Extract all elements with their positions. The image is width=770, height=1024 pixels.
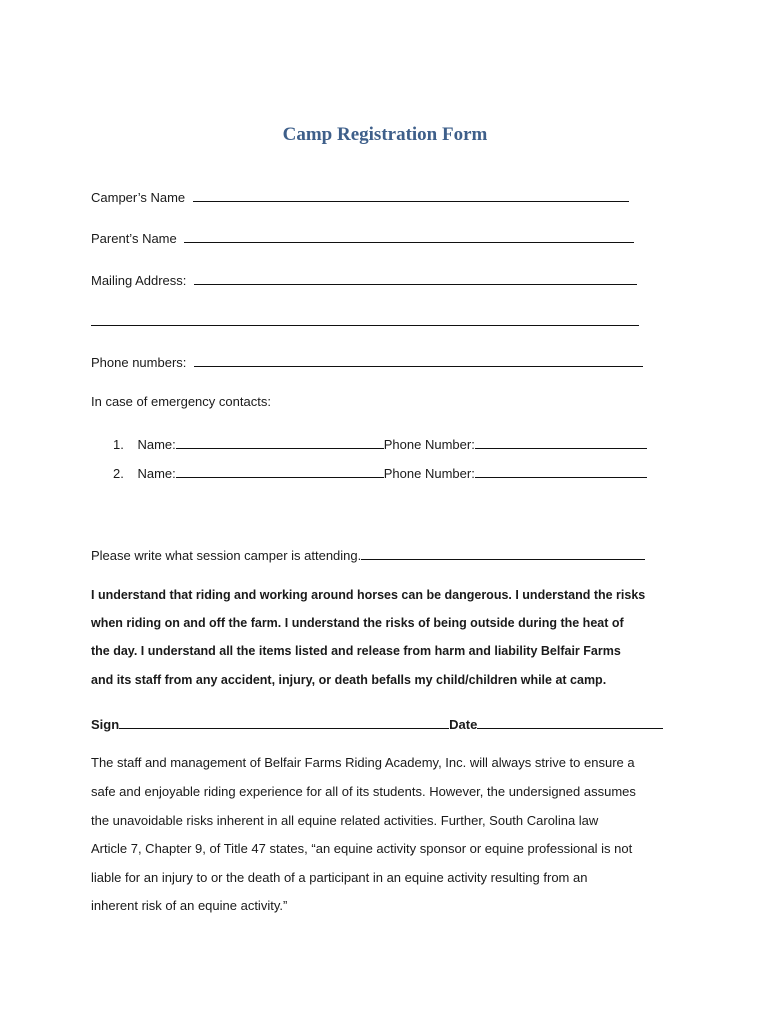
emergency-contact-2 (113, 463, 647, 481)
contact-name-label: Name: (137, 466, 176, 481)
session-label: Please write what session camper is attending. (91, 548, 362, 563)
date-field[interactable] (477, 714, 663, 729)
mailing-address-field[interactable] (194, 270, 637, 285)
liability-line: The staff and management of Belfair Farms Riding Academy, Inc. will always strive to ensure a (91, 755, 635, 770)
phone-numbers-label: Phone numbers: (91, 355, 187, 370)
liability-line: the unavoidable risks inherent in all equine related activities. Further, South Carolina law (91, 813, 599, 828)
contact-number: 2. (113, 466, 124, 481)
session-field[interactable] (361, 545, 645, 560)
emergency-contact-1 (113, 434, 647, 452)
camper-name-row (91, 187, 629, 205)
liability-line: liable for an injury to or the death of a participant in an equine activity resulting from an (91, 870, 588, 885)
contact-name-field[interactable] (176, 434, 384, 449)
phone-numbers-field[interactable] (194, 352, 643, 367)
session-row (91, 545, 645, 563)
form-title: Camp Registration Form (282, 124, 488, 145)
date-label: Date (449, 717, 478, 732)
emergency-heading: In case of emergency contacts: (91, 394, 271, 409)
parent-name-label: Parent’s Name (91, 231, 177, 246)
contact-number: 1. (113, 437, 124, 452)
sign-label: Sign (91, 717, 120, 732)
contact-name-label: Name: (137, 437, 176, 452)
acknowledgement-line: when riding on and off the farm. I understand the risks of being outside during the heat of (91, 616, 624, 630)
contact-phone-label: Phone Number: (383, 466, 475, 481)
contact-phone-field[interactable] (475, 434, 647, 449)
parent-name-field[interactable] (184, 228, 634, 243)
mailing-address-row (91, 270, 637, 288)
acknowledgement-line: the day. I understand all the items listed and release from harm and liability Belfair Farms (91, 644, 621, 658)
contact-name-field[interactable] (176, 463, 384, 478)
camper-name-label: Camper’s Name (91, 190, 186, 205)
liability-line: Article 7, Chapter 9, of Title 47 states, “an equine activity sponsor or equine professional is not (91, 841, 633, 856)
contact-phone-label: Phone Number: (383, 437, 475, 452)
signature-row (91, 714, 663, 732)
contact-phone-field[interactable] (475, 463, 647, 478)
camper-name-field[interactable] (193, 187, 629, 202)
phone-numbers-row (91, 352, 643, 370)
liability-line: safe and enjoyable riding experience for all of its students. However, the undersigned assumes (91, 784, 636, 799)
acknowledgement-line: and its staff from any accident, injury, or death befalls my child/children while at camp. (91, 673, 607, 687)
mailing-address-label: Mailing Address: (91, 273, 187, 288)
parent-name-row (91, 228, 634, 246)
mailing-address-field-2[interactable] (91, 311, 639, 326)
mailing-address-row-2 (91, 311, 639, 329)
acknowledgement-line: I understand that riding and working around horses can be dangerous. I understand the risks (91, 588, 646, 602)
liability-line: inherent risk of an equine activity.” (91, 898, 288, 913)
signature-field[interactable] (119, 714, 449, 729)
